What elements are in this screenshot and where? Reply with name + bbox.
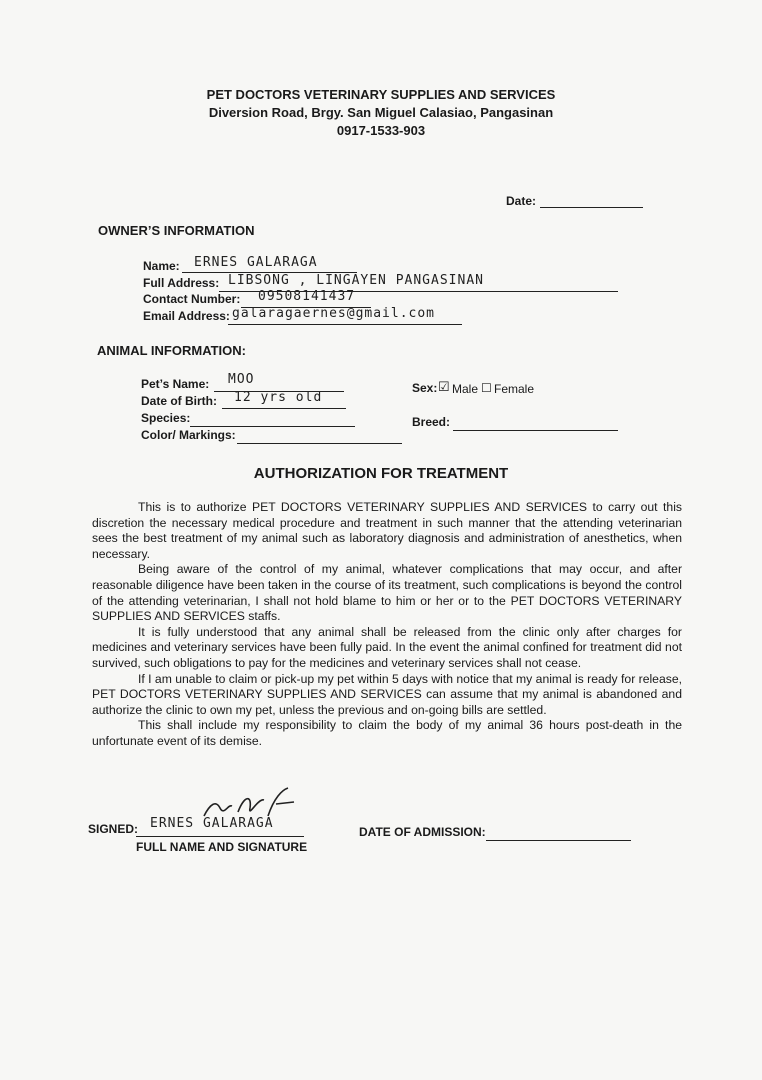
dob-line: [222, 408, 346, 409]
species-label: Species:: [141, 411, 191, 425]
signed-label: SIGNED:: [88, 822, 139, 836]
auth-paragraph-2: Being aware of the control of my animal, whatever complications that may occur, and after reasonable diligence have been taken in the course of its treatment, such complications is beyond the control of the attending veterinarian, I shall not hold blame to him or her or to the PET DOCTORS VETERINARY SUPPLIES AND SERVICES staffs.: [92, 562, 682, 624]
contact-label: Contact Number:: [143, 292, 241, 306]
date-field[interactable]: [540, 207, 643, 208]
address-field[interactable]: LIBSONG , LINGAYEN PANGASINAN: [228, 273, 484, 288]
name-field[interactable]: ERNES GALARAGA: [194, 255, 318, 270]
female-option-label: Female: [494, 382, 535, 396]
male-checkbox[interactable]: ☑: [438, 379, 450, 394]
species-field[interactable]: [190, 426, 355, 427]
dob-label: Date of Birth:: [141, 394, 217, 408]
signature-caption: FULL NAME AND SIGNATURE: [136, 840, 308, 854]
breed-field[interactable]: [453, 430, 618, 431]
date-label: Date:: [506, 194, 537, 208]
animal-section-title: ANIMAL INFORMATION:: [97, 343, 246, 358]
owner-section-title: OWNER’S INFORMATION: [98, 223, 255, 238]
admission-date-field[interactable]: [486, 840, 631, 841]
company-address: Diversion Road, Brgy. San Miguel Calasiao, Pangasinan: [208, 105, 554, 120]
auth-paragraph-5: This shall include my responsibility to claim the body of my animal 36 hours post-death in the unfortunate event of its demise.: [92, 718, 682, 748]
pet-name-field[interactable]: MOO: [228, 372, 255, 387]
company-phone: 0917-1533-903: [336, 123, 426, 138]
company-name: PET DOCTORS VETERINARY SUPPLIES AND SERVICES: [206, 87, 556, 102]
color-label: Color/ Markings:: [141, 428, 236, 442]
sex-label: Sex:: [412, 381, 438, 395]
auth-paragraph-3: It is fully understood that any animal shall be released from the clinic only after charges for medicines and veterinary services have been fully paid. In the event the animal confined for treatment did not survived, such obligations to pay for the medicines and veterinary services shall not cease.: [92, 624, 682, 670]
dob-field[interactable]: 12 yrs old: [234, 390, 323, 405]
male-option-label: Male: [452, 382, 479, 396]
name-label: Name:: [143, 259, 180, 273]
pet-name-label: Pet’s Name:: [141, 377, 210, 391]
auth-paragraph-4: If I am unable to claim or pick-up my pet within 5 days with notice that my animal is ready for release, PET DOCTORS VETERINARY SUPPLIES AND SERVICES can assume that my animal is abandoned and authorize the clinic to own my pet, unless the previous and on-going bills are settled.: [92, 671, 682, 717]
signature-line: [136, 836, 304, 837]
authorization-body: [92, 500, 682, 750]
auth-paragraph-1: This is to authorize PET DOCTORS VETERINARY SUPPLIES AND SERVICES to carry out this discretion the necessary medical procedure and treatment in such manner that the attending veterinarian sees the best treatment of my animal such as laboratory diagnosis and administration of anesthetics, when necessary.: [92, 500, 682, 561]
signature-field[interactable]: ERNES GALARAGA: [150, 816, 274, 831]
authorization-title: AUTHORIZATION FOR TREATMENT: [253, 465, 509, 482]
email-line: [228, 324, 462, 325]
breed-label: Breed:: [412, 415, 451, 429]
address-label: Full Address:: [143, 276, 220, 290]
color-field[interactable]: [237, 443, 402, 444]
admission-date-label: DATE OF ADMISSION:: [359, 825, 486, 839]
email-field[interactable]: galaragaernes@gmail.com: [232, 306, 436, 321]
contact-field[interactable]: 09508141437: [258, 289, 356, 304]
email-label: Email Address:: [143, 309, 230, 323]
female-checkbox[interactable]: ☐: [481, 381, 492, 395]
